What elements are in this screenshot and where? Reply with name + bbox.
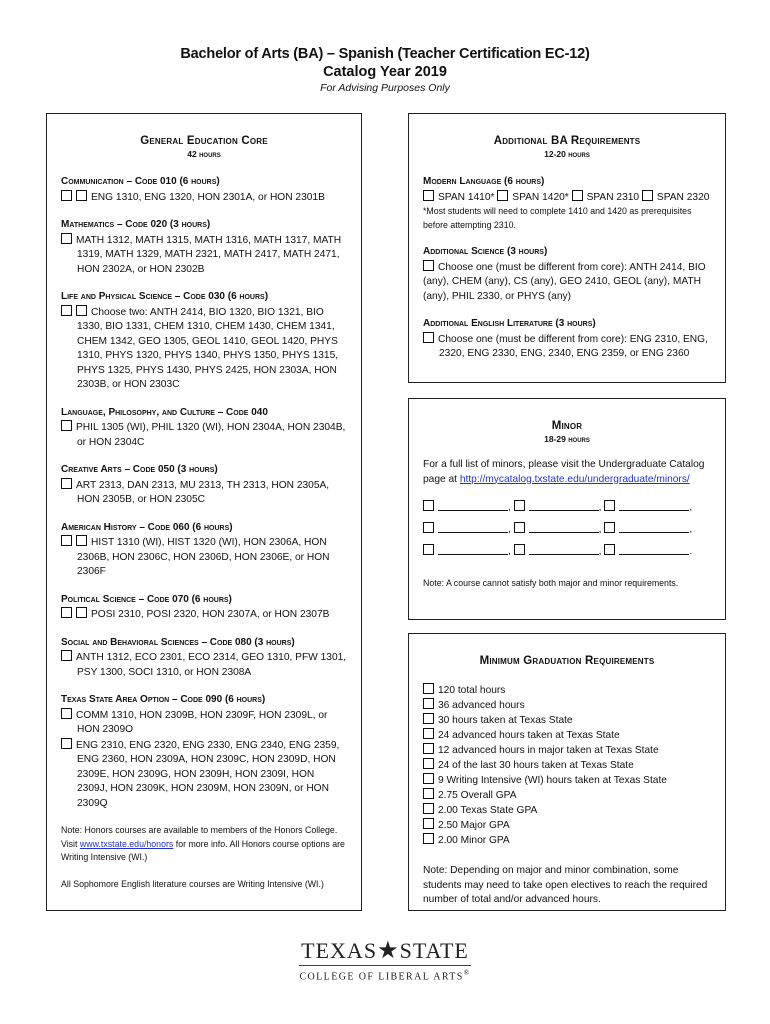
requirement-label: 36 advanced hours bbox=[438, 700, 525, 711]
checkbox[interactable] bbox=[423, 544, 434, 555]
logo-wordmark bbox=[0, 938, 770, 964]
checkbox[interactable] bbox=[61, 305, 72, 316]
sophomore-english-note: All Sophomore English literature courses are Writing Intensive (WI.) bbox=[61, 878, 324, 889]
course-blank[interactable] bbox=[529, 500, 599, 511]
course-list: ANTH 1312, ECO 2301, ECO 2314, GEO 1310, PFW 1301, PSY 1300, SOCI 1310, or HON 2308A bbox=[76, 652, 347, 678]
checkbox[interactable] bbox=[604, 544, 615, 555]
additional-english-section bbox=[423, 317, 711, 362]
section-heading: Modern Language (6 hours) bbox=[423, 176, 545, 187]
requirement-item bbox=[423, 743, 711, 758]
checkbox[interactable] bbox=[423, 260, 434, 271]
requirement-label: 2.00 Minor GPA bbox=[438, 835, 510, 846]
logo-left-text: TEXAS bbox=[301, 938, 378, 963]
checkbox[interactable] bbox=[76, 305, 87, 316]
checkbox[interactable] bbox=[61, 607, 72, 618]
modern-language-note: *Most students will need to complete 1410 and 1420 as prerequisites before attempting 2310. bbox=[423, 206, 692, 230]
span-1410-option: SPAN 1410* bbox=[438, 191, 495, 203]
course-list: Choose one (must be different from core): ANTH 2414, BIO (any), CHEM (any), CS (any), GEO 2410, GEOL (any), MATH (any), PHIL 2330, or PHYS (any) bbox=[423, 261, 706, 302]
checkbox[interactable] bbox=[514, 500, 525, 511]
checkbox[interactable] bbox=[423, 743, 434, 754]
checkbox[interactable] bbox=[423, 713, 434, 724]
checkbox[interactable] bbox=[423, 500, 434, 511]
minor-instructions bbox=[423, 458, 711, 487]
checkbox[interactable] bbox=[604, 522, 615, 533]
course-blank[interactable] bbox=[529, 522, 599, 533]
checkbox[interactable] bbox=[514, 544, 525, 555]
section-heading: Social and Behavioral Sciences – Code 080 (3 hours) bbox=[61, 636, 295, 648]
honors-link[interactable]: www.txstate.edu/honors bbox=[79, 838, 174, 849]
course-list: ENG 1310, ENG 1320, HON 2301A, or HON 2301B bbox=[91, 191, 325, 203]
checkbox[interactable] bbox=[423, 818, 434, 829]
requirement-item bbox=[423, 713, 711, 728]
logo-right-text: STATE bbox=[399, 938, 469, 963]
checkbox[interactable] bbox=[423, 683, 434, 694]
checkbox[interactable] bbox=[61, 708, 72, 719]
course-list: COMM 1310, HON 2309B, HON 2309F, HON 2309L, or HON 2309O bbox=[76, 709, 328, 735]
checkbox[interactable] bbox=[61, 738, 72, 749]
requirement-item bbox=[423, 683, 711, 698]
minor-box bbox=[408, 398, 726, 620]
requirement-label: 12 advanced hours in major taken at Texas State bbox=[438, 745, 659, 756]
section-heading: Creative Arts – Code 050 (3 hours) bbox=[61, 464, 218, 475]
requirement-item bbox=[423, 728, 711, 743]
course-list: ART 2313, DAN 2313, MU 2313, TH 2313, HON 2305A, HON 2305B, or HON 2305C bbox=[76, 479, 330, 505]
section-heading: Texas State Area Option – Code 090 (6 hours) bbox=[61, 694, 266, 705]
requirement-item bbox=[423, 773, 711, 788]
checkbox[interactable] bbox=[61, 190, 72, 201]
american-history-section bbox=[61, 521, 347, 580]
honors-note bbox=[61, 824, 347, 865]
texas-state-area-option-section bbox=[61, 693, 347, 811]
checkbox[interactable] bbox=[76, 607, 87, 618]
minor-title: Minor bbox=[551, 420, 583, 432]
checkbox[interactable] bbox=[76, 535, 87, 546]
span-1420-option: SPAN 1420* bbox=[512, 191, 569, 203]
communication-section bbox=[61, 175, 347, 205]
course-blank[interactable] bbox=[619, 522, 689, 533]
section-heading: Language, Philosophy, and Culture – Code 040 bbox=[61, 406, 268, 418]
checkbox[interactable] bbox=[642, 190, 653, 201]
course-blank[interactable] bbox=[438, 500, 508, 511]
minor-hours: 18-29 hours bbox=[544, 434, 590, 444]
section-heading: Political Science – Code 070 (6 hours) bbox=[61, 593, 232, 605]
checkbox[interactable] bbox=[76, 190, 87, 201]
requirement-item bbox=[423, 788, 711, 803]
page-header bbox=[0, 46, 770, 96]
requirements-list bbox=[423, 683, 711, 848]
gen-ed-title: General Education Core bbox=[140, 135, 268, 147]
course-list: MATH 1312, MATH 1315, MATH 1316, MATH 1317, MATH 1319, MATH 1329, MATH 2321, MATH 2417, MATH 2471, HON 2302A, or HON 2302B bbox=[76, 234, 342, 275]
mathematics-section bbox=[61, 218, 347, 277]
requirement-label: 9 Writing Intensive (WI) hours taken at Texas State bbox=[438, 775, 667, 786]
catalog-year: Catalog Year 2019 bbox=[323, 64, 447, 80]
course-list: HIST 1310 (WI), HIST 1320 (WI), HON 2306A, HON 2306B, HON 2306C, HON 2306D, HON 2306E, or HON 2306F bbox=[77, 537, 330, 577]
course-blank[interactable] bbox=[619, 544, 689, 555]
college-name-text: COLLEGE OF LIBERAL ARTS bbox=[299, 971, 464, 983]
requirement-item bbox=[423, 833, 711, 848]
span-2310-option: SPAN 2310 bbox=[586, 191, 640, 203]
checkbox[interactable] bbox=[604, 500, 615, 511]
checkbox[interactable] bbox=[423, 773, 434, 784]
checkbox[interactable] bbox=[61, 650, 72, 661]
political-science-section bbox=[61, 593, 347, 623]
checkbox[interactable] bbox=[61, 233, 72, 244]
requirement-label: 24 advanced hours taken at Texas State bbox=[438, 730, 620, 741]
course-blank[interactable] bbox=[438, 522, 508, 533]
course-list: Choose one (must be different from core): ENG 2310, ENG, 2320, ENG 2330, ENG, 2340, ENG 2359, or ENG 2360 bbox=[438, 333, 708, 359]
course-list: POSI 2310, POSI 2320, HON 2307A, or HON 2307B bbox=[91, 609, 330, 620]
registered-mark: ® bbox=[463, 969, 471, 977]
additional-ba-requirements-box bbox=[408, 113, 726, 383]
checkbox[interactable] bbox=[423, 332, 434, 343]
checkbox[interactable] bbox=[61, 420, 72, 431]
checkbox[interactable] bbox=[423, 190, 434, 201]
checkbox[interactable] bbox=[61, 478, 72, 489]
honors-note-text: Note: Honors courses are available to members of the Honors College. Visit bbox=[61, 825, 338, 849]
requirement-item bbox=[423, 818, 711, 833]
section-heading: American History – Code 060 (6 hours) bbox=[61, 521, 233, 533]
minor-text: For a full list of minors, please visit the Undergraduate Catalog page at bbox=[423, 459, 705, 485]
checkbox[interactable] bbox=[423, 758, 434, 769]
requirement-label: 2.75 Overall GPA bbox=[438, 790, 517, 801]
social-behavioral-sciences-section bbox=[61, 636, 347, 681]
section-heading: Additional Science (3 hours) bbox=[423, 246, 548, 257]
checkbox[interactable] bbox=[423, 728, 434, 739]
additional-science-section bbox=[423, 245, 711, 304]
checkbox[interactable] bbox=[572, 190, 583, 201]
checkbox[interactable] bbox=[423, 698, 434, 709]
language-philosophy-culture-section bbox=[61, 406, 347, 451]
star-icon: ★ bbox=[377, 938, 400, 964]
checkbox[interactable] bbox=[423, 788, 434, 799]
minor-note: Note: A course cannot satisfy both major and minor requirements. bbox=[423, 578, 679, 588]
general-education-core-box bbox=[46, 113, 362, 911]
honors-note-text-end: for more info. All Honors course options are Writing Intensive (WI.) bbox=[61, 838, 345, 862]
requirement-label: 24 of the last 30 hours taken at Texas State bbox=[438, 760, 634, 771]
college-name bbox=[299, 965, 470, 982]
section-heading: Communication – Code 010 (6 hours) bbox=[61, 176, 220, 187]
course-list: ENG 2310, ENG 2320, ENG 2330, ENG 2340, ENG 2359, ENG 2360, HON 2309A, HON 2309C, HON 2309D, HON 2309E, HON 2309G, HON 2309H, HON 2309I, HON 2309J, HON 2309K, HON 2309M, HON 2309N, or HON 2309Q bbox=[76, 739, 340, 809]
page-title: Bachelor of Arts (BA) – Spanish (Teacher Certification EC-12) bbox=[180, 46, 590, 62]
gen-ed-hours: 42 hours bbox=[187, 149, 221, 159]
checkbox[interactable] bbox=[423, 833, 434, 844]
additional-title: Additional BA Requirements bbox=[493, 135, 641, 147]
requirement-label: 2.00 Texas State GPA bbox=[438, 805, 538, 816]
modern-language-section bbox=[423, 175, 711, 232]
advising-note: For Advising Purposes Only bbox=[320, 82, 450, 94]
checkbox[interactable] bbox=[423, 522, 434, 533]
requirement-item bbox=[423, 803, 711, 818]
span-2320-option: SPAN 2320 bbox=[656, 191, 710, 203]
section-heading: Mathematics – Code 020 (3 hours) bbox=[61, 219, 211, 230]
checkbox[interactable] bbox=[514, 522, 525, 533]
course-blank[interactable] bbox=[529, 544, 599, 555]
life-physical-science-section bbox=[61, 290, 347, 393]
additional-hours: 12-20 hours bbox=[544, 149, 590, 159]
minor-course-blanks: , , , , , , , , . bbox=[423, 497, 711, 563]
requirement-label: 2.50 Major GPA bbox=[438, 820, 510, 831]
course-blank[interactable] bbox=[438, 544, 508, 555]
section-heading: Additional English Literature (3 hours) bbox=[423, 318, 596, 329]
section-heading: Life and Physical Science – Code 030 (6 hours) bbox=[61, 291, 269, 302]
requirement-label: 120 total hours bbox=[438, 685, 506, 696]
requirement-label: 30 hours taken at Texas State bbox=[438, 715, 573, 726]
course-list: PHIL 1305 (WI), PHIL 1320 (WI), HON 2304A, HON 2304B, or HON 2304C bbox=[76, 422, 346, 448]
requirement-item bbox=[423, 758, 711, 773]
minors-catalog-link[interactable]: http://mycatalog.txstate.edu/undergraduate/minors/ bbox=[459, 473, 690, 485]
texas-state-logo bbox=[0, 938, 770, 984]
requirement-item bbox=[423, 698, 711, 713]
course-blank[interactable] bbox=[619, 500, 689, 511]
grad-title: Minimum Graduation Requirements bbox=[479, 655, 655, 667]
creative-arts-section bbox=[61, 463, 347, 508]
graduation-note: Note: Depending on major and minor combination, some students may need to take open electives to reach the required number of total and/or advanced hours. bbox=[423, 865, 708, 905]
course-list: Choose two: ANTH 2414, BIO 1320, BIO 1321, BIO 1330, BIO 1331, CHEM 1310, CHEM 1430, CHEM 1341, CHEM 1342, GEO 1305, GEOL 1410, GEOL 1420, PHYS 1310, PHYS 1320, PHYS 1340, PHYS 1350, PHYS 1315, PHYS 1325, PHYS 1430, PHYS 2425, HON 2303A, HON 2303B, or HON 2303C bbox=[77, 306, 339, 390]
graduation-requirements-box bbox=[408, 633, 726, 911]
checkbox[interactable] bbox=[61, 535, 72, 546]
checkbox[interactable] bbox=[423, 803, 434, 814]
checkbox[interactable] bbox=[497, 190, 508, 201]
